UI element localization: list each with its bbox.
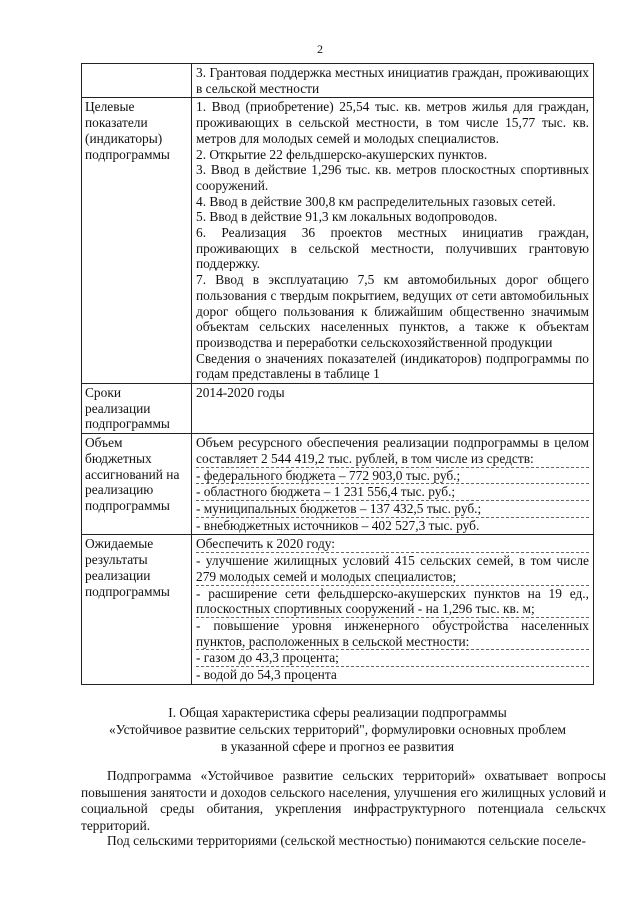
section-heading [81,704,594,755]
table-row-expected-results [82,535,594,684]
grant-support-text: 3. Грантовая поддержка местных инициатив граждан, проживающих в сельской местности [192,64,594,98]
target-item-5: 5. Ввод в действие 91,3 км локальных водопроводов. [196,209,498,225]
targets-content [192,98,594,384]
target-item-1: 1. Ввод (приобретение) 25,54 тыс. кв. метров жилья для граждан, проживающих в сельской местности, в том числе 15,77 тыс. кв. метров для молодых семей и молодых специалистов. [196,99,589,146]
expected-label: Ожидаемые результаты реализации подпрограммы [82,535,192,684]
targets-table-reference: Сведения о значениях показателей (индикаторов) подпрограммы по годам представлены в таблице 1 [196,350,589,382]
target-item-7: 7. Ввод в эксплуатацию 7,5 км автомобильных дорог общего пользования с твердым покрытием, ведущих от сети автомобильных дорог общего пользования к ближайшим общественно значимым объектам сельских населенных пунктов, а также к объектам производства и переработки сельскохозяйственной продукции [196,272,589,350]
budget-content [192,434,594,535]
terms-label: Сроки реализации подпрограммы [82,384,192,434]
target-item-4: 4. Ввод в действие 300,8 км распределительных газовых сетей. [196,193,556,209]
expected-content [192,535,594,684]
page-number: 2 [317,42,323,56]
expected-intro: Обеспечить к 2020 году: [196,536,589,553]
row-label-empty [82,64,192,98]
table-row-grant-support [82,64,594,98]
expected-gas: - газом до 43,3 процента; [196,650,589,667]
expected-housing: - улучшение жилищных условий 415 сельских семей, в том числе 279 молодых семей и молодых специалистов; [196,553,589,584]
table-row-targets [82,98,594,384]
body-paragraph-1 [81,768,606,834]
budget-federal: - федерального бюджета – 772 903,0 тыс. руб.; [196,468,589,485]
targets-label: Целевые показатели (индикаторы) подпрограммы [82,98,192,384]
body-paragraph-2 [81,833,606,850]
expected-infrastructure: - повышение уровня инженерного обустройства населенных пунктов, расположенных в сельской местности: [196,617,589,649]
table-row-terms [82,384,594,434]
budget-label: Объем бюджетных ассигнований на реализацию подпрограммы [82,434,192,535]
subprogram-passport-table [81,63,594,685]
body-paragraph-1-text: Подпрограмма «Устойчивое развитие сельских территорий» охватывает вопросы повышения занятости и доходов сельского населения, улучшения его жилищных условий и социальной среды обитания, укрепления инфраструктурного потенциала сельскчх территорий. [81,768,606,833]
section-heading-line-1: I. Общая характеристика сферы реализации подпрограммы [168,705,507,720]
budget-total: Объем ресурсного обеспечения реализации подпрограммы в целом составляет 2 544 419,2 тыс. рублей, в том числе из средств: [196,435,589,466]
target-item-2: 2. Открытие 22 фельдшерско-акушерских пунктов. [196,146,488,162]
target-item-6: 6. Реализация 36 проектов местных инициатив граждан, проживающих в сельской местности, получивших грантовую поддержку. [196,225,589,272]
table-row-budget [82,434,594,535]
expected-medical-sports: - расширение сети фельдшерско-акушерских пунктов на 19 ед., плоскостных спортивных сооружений - на 1,296 тыс. кв. м; [196,585,589,617]
body-paragraph-2-text: Под сельскими территориями (сельской местностью) понимаются сельские поселе- [107,833,586,848]
budget-extrabudgetary: - внебюджетных источников – 402 527,3 тыс. руб. [196,517,480,533]
section-heading-line-2: «Устойчивое развитие сельских территорий", формулировки основных проблем [109,722,566,737]
budget-regional: - областного бюджета – 1 231 556,4 тыс. руб.; [196,484,589,501]
target-item-3: 3. Ввод в действие 1,296 тыс. кв. метров плоскостных спортивных сооружений. [196,162,589,193]
terms-content: 2014-2020 годы [192,384,594,434]
budget-municipal: - муниципальных бюджетов – 137 432,5 тыс. руб.; [196,501,589,518]
expected-water: - водой до 54,3 процента [196,667,337,683]
section-heading-line-3: в указанной сфере и прогноз ее развития [221,739,454,754]
